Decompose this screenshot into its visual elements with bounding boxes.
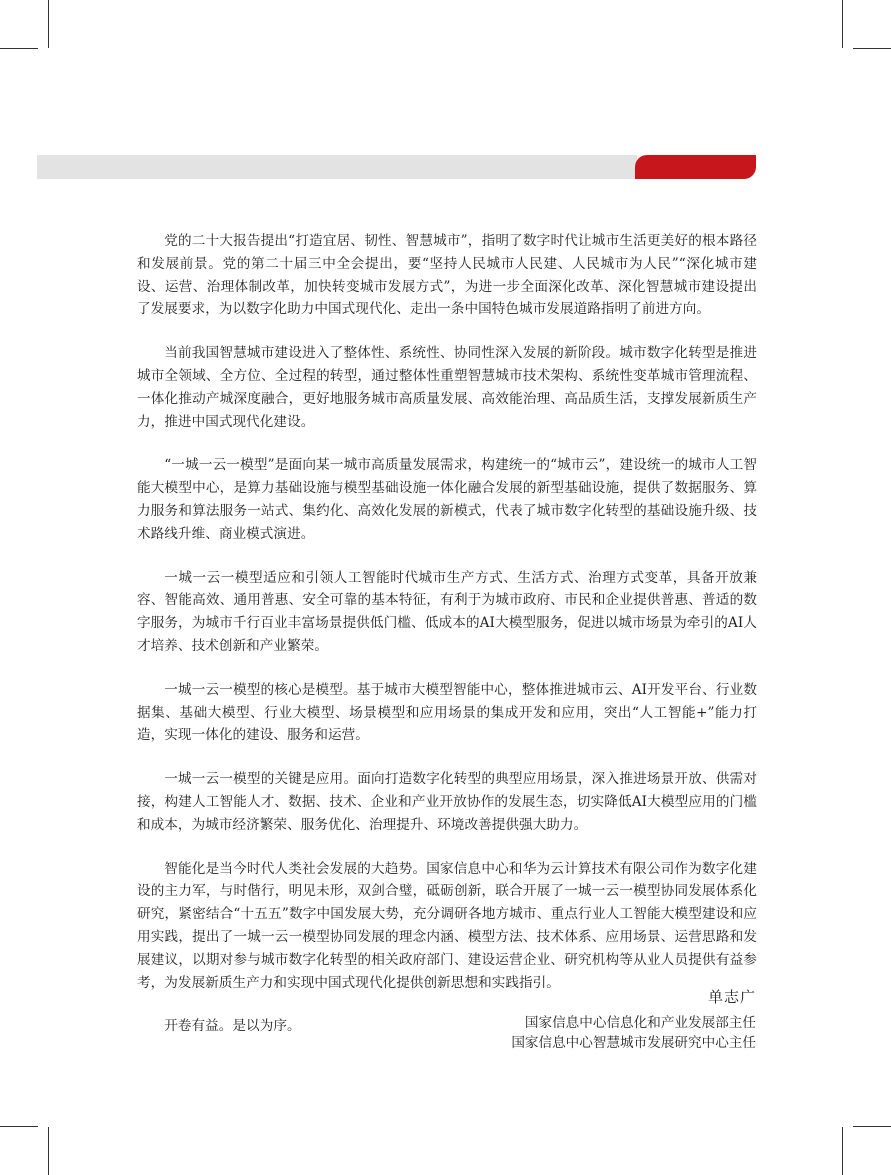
signature-name: 单志广 [707,988,756,1006]
preface-body [137,230,757,1059]
crop-mark-top-left-horizontal [0,48,38,49]
preface-paragraph-3: “一城一云一模型”是面向某一城市高质量发展需求，构建统一的“城市云”，建设统一的城市人工智能大模型中心，是算力基础设施与模型基础设施一体化融合发展的新型基础设施，提供了数据服务、算力服务和算法服务一站式、集约化、高效化发展的新模式，代表了城市数字化转型的基础设施升级、技术路线升维、商业模式演进。 [137,457,757,542]
header-accent-tab [635,155,756,179]
preface-paragraph-7: 智能化是当今时代人类社会发展的大趋势。国家信息中心和华为云计算技术有限公司作为数字化建设的主力军，与时偕行，明见未形，双剑合璧，砥砺创新，联合开展了一城一云一模型协同发展体系化研究，紧密结合“十五五”数字中国发展大势，充分调研各地方城市、重点行业人工智能大模型建设和应用实践，提出了一城一云一模型协同发展的理念内涵、模型方法、技术体系、应用场景、运营思路和发展建议，以期对参与城市数字化转型的相关政府部门、建设运营企业、研究机构等从业人员提供有益参考，为发展新质生产力和实现中国式现代化提供创新思想和实践指引。 [137,860,757,991]
crop-mark-top-right-vertical [842,0,843,48]
signature-title-2: 国家信息中心智慧城市发展研究中心主任 [511,1035,756,1051]
preface-paragraph-1: 党的二十大报告提出“打造宜居、韧性、智慧城市”，指明了数字时代让城市生活更美好的根本路径和发展前景。党的第二十届三中全会提出，要“坚持人民城市人民建、人民城市为人民”“深化城市建设、运营、治理体制改革，加快转变城市发展方式”，为进一步全面深化改革、深化智慧城市建设提出了发展要求，为以数字化助力中国式现代化、走出一条中国特色城市发展道路指明了前进方向。 [137,233,757,318]
crop-mark-bottom-right-vertical [842,1127,843,1175]
signature-title-1: 国家信息中心信息化和产业发展部主任 [524,1015,756,1031]
preface-closing: 开卷有益。是以为序。 [164,1018,301,1035]
preface-paragraph-5: 一城一云一模型的核心是模型。基于城市大模型智能中心，整体推进城市云、AI开发平台、行业数据集、基础大模型、行业大模型、场景模型和应用场景的集成开发和应用，突出“人工智能+”能力打造，实现一体化的建设、服务和运营。 [137,681,757,744]
header-band [37,155,637,179]
crop-mark-bottom-left-vertical [48,1127,49,1175]
crop-mark-top-right-horizontal [853,48,891,49]
preface-paragraph-4: 一城一云一模型适应和引领人工智能时代城市生产方式、生活方式、治理方式变革，具备开放兼容、智能高效、通用普惠、安全可靠的基本特征，有利于为城市政府、市民和企业提供普惠、普适的数字服务，为城市千行百业丰富场景提供低门槛、低成本的AI大模型服务，促进以城市场景为牵引的AI人才培养、技术创新和产业繁荣。 [137,569,757,654]
crop-mark-bottom-right-horizontal [853,1126,891,1127]
signature-block [511,985,756,1053]
preface-paragraph-2: 当前我国智慧城市建设进入了整体性、系统性、协同性深入发展的新阶段。城市数字化转型是推进城市全领域、全方位、全过程的转型，通过整体性重塑智慧城市技术架构、系统性变革城市管理流程、一体化推动产城深度融合，更好地服务城市高质量发展、高效能治理、高品质生活，支撑发展新质生产力，推进中国式现代化建设。 [137,345,757,430]
crop-mark-bottom-left-horizontal [0,1126,38,1127]
preface-paragraph-6: 一城一云一模型的关键是应用。面向打造数字化转型的典型应用场景，深入推进场景开放、供需对接，构建人工智能人才、数据、技术、企业和产业开放协作的发展生态，切实降低AI大模型应用的门槛和成本，为城市经济繁荣、服务优化、治理提升、环境改善提供强大助力。 [137,771,757,833]
crop-mark-top-left-vertical [48,0,49,48]
